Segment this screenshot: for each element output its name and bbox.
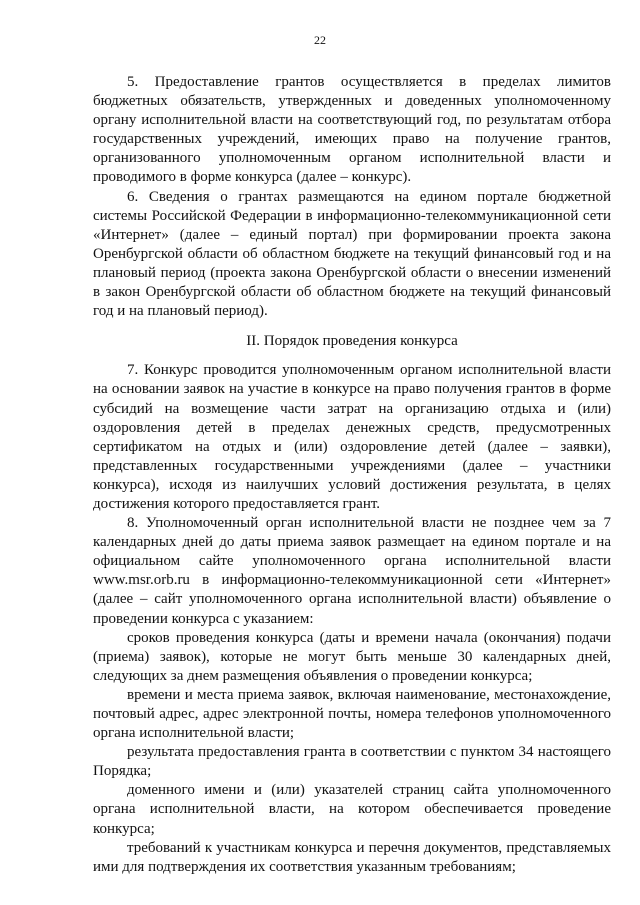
paragraph-8: 8. Уполномоченный орган исполнительной власти не позднее чем за 7 календарных дней до даты приема заявок размещает на едином портале и на официальном сайте уполномоченного органа исполнительной власти www.msr.orb.ru в информационно-телекоммуникационной сети «Интернет» (далее – сайт уполномоченного органа исполнительной власти) объявление о проведении конкурса с указанием: (93, 515, 611, 627)
page-body (93, 73, 611, 877)
list-item-requirements: требований к участникам конкурса и перечня документов, представляемых ими для подтверждения их соответствия указанным требованиям; (93, 839, 611, 875)
paragraph-7: 7. Конкурс проводится уполномоченным органом исполнительной власти на основании заявок на участие в конкурсе на право получения грантов в форме субсидий на возмещение части затрат на организацию отдыха и (или) оздоровления детей в пределах денежных средств, предусмотренных сертификатом на отдых и (или) оздоровление детей (далее – заявки), представленных государственными учреждениями (далее – участники конкурса), исходя из наилучших условий достижения результата, в целях достижения которого предоставляется грант. (93, 362, 611, 512)
list-item-deadlines: сроков проведения конкурса (даты и времени начала (окончания) подачи (приема) заявок), которые не могут быть меньше 30 календарных дней, следующих за днем размещения объявления о проведении конкурса; (93, 629, 611, 684)
paragraph-5: 5. Предоставление грантов осуществляется в пределах лимитов бюджетных обязательств, утвержденных и доведенных уполномоченному органу исполнительной власти на соответствующий год, по результатам отбора государственных учреждений, имеющих право на получение грантов, организованного уполномоченным органом исполнительной власти и проводимого в форме конкурса (далее – конкурс). (93, 74, 611, 186)
list-item-domain: доменного имени и (или) указателей страниц сайта уполномоченного органа исполнительной власти, на котором обеспечивается проведение конкурса; (93, 782, 611, 837)
paragraph-6: 6. Сведения о грантах размещаются на едином портале бюджетной системы Российской Федерации в информационно-телекоммуникационной сети «Интернет» (далее – единый портал) при формировании проекта закона Оренбургской области об областном бюджете на текущий финансовый год и на плановый период (проекта закона Оренбургской области о внесении изменений в закон Оренбургской области об областном бюджете на текущий финансовый год и на плановый период). (93, 188, 611, 320)
section-title: II. Порядок проведения конкурса (246, 333, 458, 350)
list-item-place-time: времени и места приема заявок, включая наименование, местонахождение, почтовый адрес, адрес электронной почты, номера телефонов уполномоченного органа исполнительной власти; (93, 686, 611, 742)
list-item-result: результата предоставления гранта в соответствии с пунктом 34 настоящего Порядка; (93, 744, 611, 780)
page-number: 22 (314, 33, 326, 47)
